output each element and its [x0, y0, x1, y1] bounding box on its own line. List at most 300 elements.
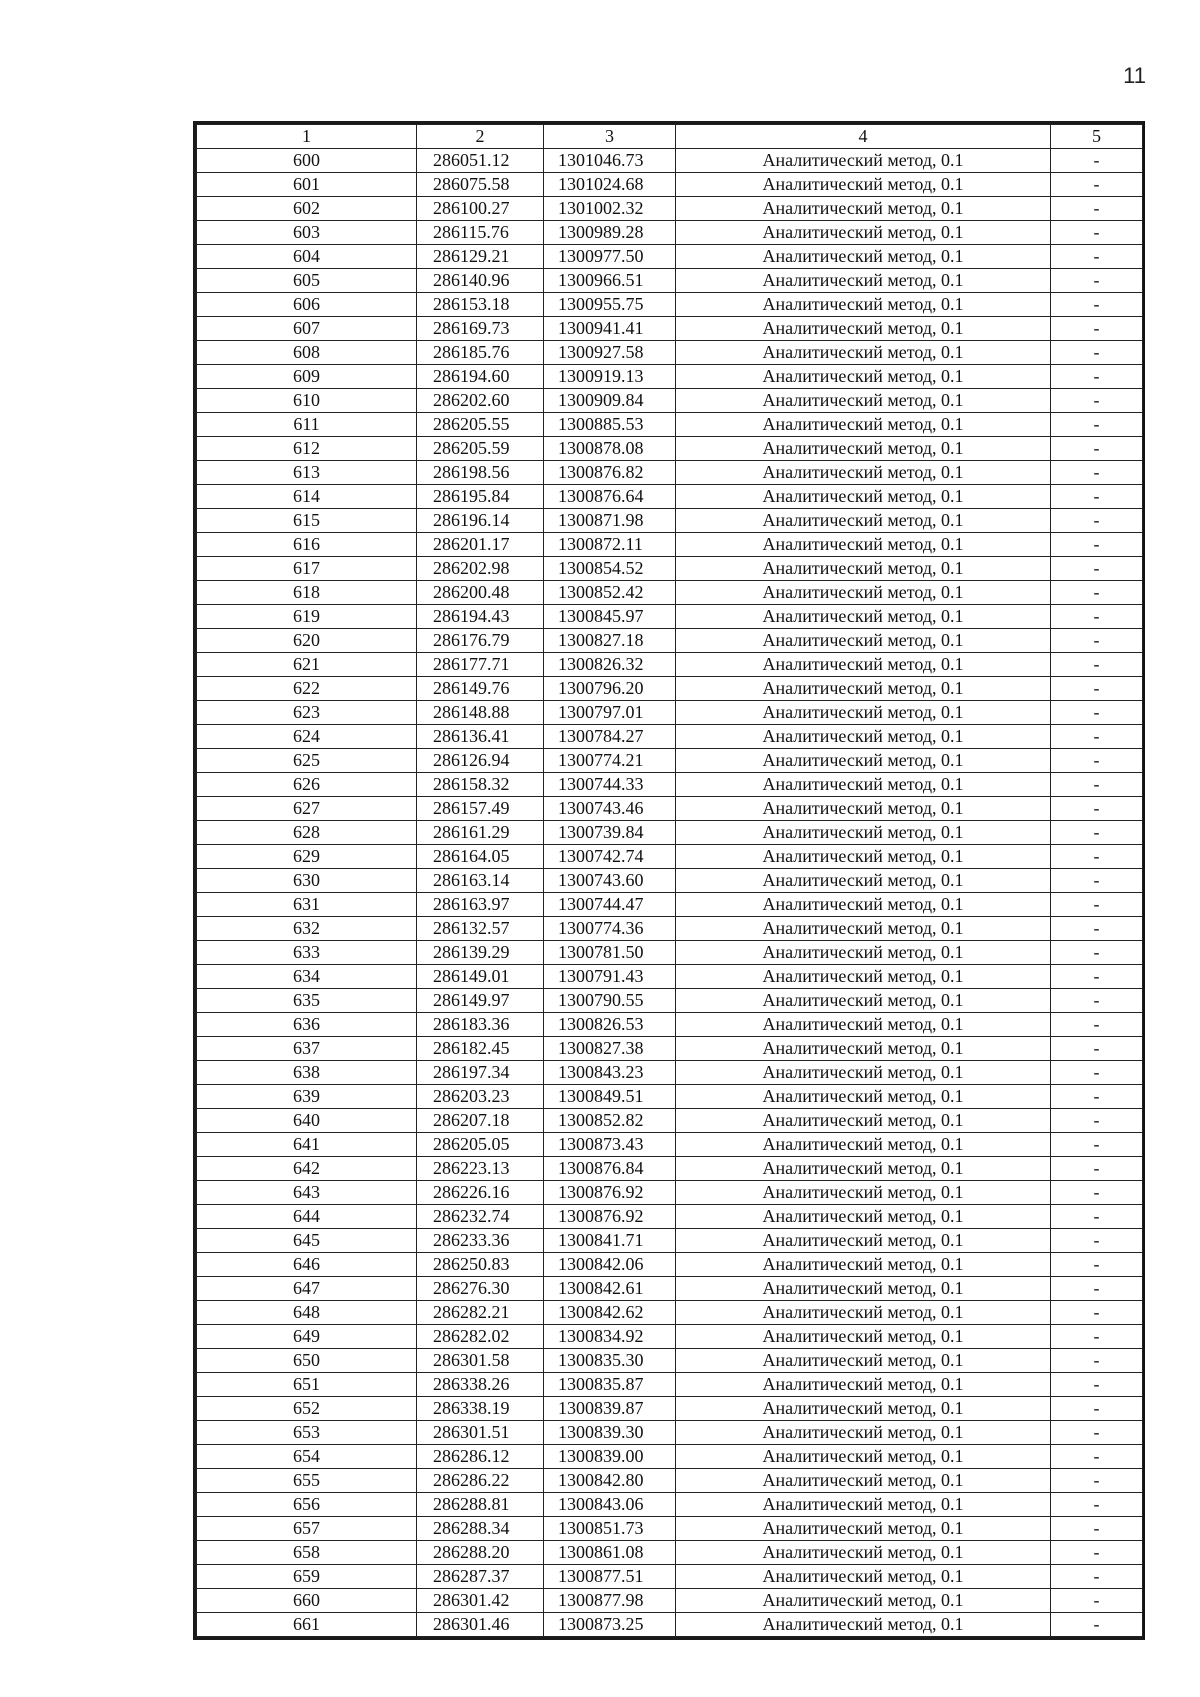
point-number-cell: 645: [197, 1229, 417, 1253]
table-row: [197, 653, 1143, 677]
table-row: [197, 509, 1143, 533]
x-coordinate-cell: 286153.18: [417, 293, 544, 317]
point-number-cell: 652: [197, 1397, 417, 1421]
x-coordinate-cell: 286226.16: [417, 1181, 544, 1205]
note-cell: -: [1051, 341, 1143, 365]
table-row: [197, 917, 1143, 941]
table-row: [197, 725, 1143, 749]
note-cell: -: [1051, 605, 1143, 629]
table-row: [197, 1613, 1143, 1637]
point-number-cell: 650: [197, 1349, 417, 1373]
method-cell: Аналитический метод, 0.1: [676, 653, 1051, 677]
note-cell: -: [1051, 221, 1143, 245]
x-coordinate-cell: 286286.12: [417, 1445, 544, 1469]
y-coordinate-cell: 1300885.53: [544, 413, 676, 437]
point-number-cell: 626: [197, 773, 417, 797]
header-cell-5: 5: [1051, 125, 1143, 149]
note-cell: -: [1051, 365, 1143, 389]
y-coordinate-cell: 1300774.36: [544, 917, 676, 941]
x-coordinate-cell: 286197.34: [417, 1061, 544, 1085]
method-cell: Аналитический метод, 0.1: [676, 221, 1051, 245]
point-number-cell: 604: [197, 245, 417, 269]
table-row: [197, 365, 1143, 389]
table-row: [197, 1229, 1143, 1253]
table-row: [197, 197, 1143, 221]
y-coordinate-cell: 1300835.87: [544, 1373, 676, 1397]
note-cell: -: [1051, 653, 1143, 677]
coordinates-table-container: [193, 121, 1145, 1640]
x-coordinate-cell: 286194.60: [417, 365, 544, 389]
table-row: [197, 1157, 1143, 1181]
header-cell-3: 3: [544, 125, 676, 149]
point-number-cell: 623: [197, 701, 417, 725]
table-row: [197, 749, 1143, 773]
table-row: [197, 341, 1143, 365]
note-cell: -: [1051, 1229, 1143, 1253]
method-cell: Аналитический метод, 0.1: [676, 845, 1051, 869]
table-row: [197, 557, 1143, 581]
method-cell: Аналитический метод, 0.1: [676, 725, 1051, 749]
method-cell: Аналитический метод, 0.1: [676, 1469, 1051, 1493]
method-cell: Аналитический метод, 0.1: [676, 389, 1051, 413]
x-coordinate-cell: 286149.01: [417, 965, 544, 989]
y-coordinate-cell: 1300989.28: [544, 221, 676, 245]
note-cell: -: [1051, 1181, 1143, 1205]
point-number-cell: 647: [197, 1277, 417, 1301]
method-cell: Аналитический метод, 0.1: [676, 1397, 1051, 1421]
method-cell: Аналитический метод, 0.1: [676, 989, 1051, 1013]
note-cell: -: [1051, 1061, 1143, 1085]
y-coordinate-cell: 1300871.98: [544, 509, 676, 533]
y-coordinate-cell: 1300826.53: [544, 1013, 676, 1037]
x-coordinate-cell: 286163.14: [417, 869, 544, 893]
y-coordinate-cell: 1300872.11: [544, 533, 676, 557]
note-cell: -: [1051, 893, 1143, 917]
point-number-cell: 661: [197, 1613, 417, 1637]
method-cell: Аналитический метод, 0.1: [676, 317, 1051, 341]
y-coordinate-cell: 1300955.75: [544, 293, 676, 317]
header-row: [197, 125, 1143, 149]
x-coordinate-cell: 286276.30: [417, 1277, 544, 1301]
note-cell: -: [1051, 1469, 1143, 1493]
x-coordinate-cell: 286233.36: [417, 1229, 544, 1253]
y-coordinate-cell: 1300796.20: [544, 677, 676, 701]
point-number-cell: 608: [197, 341, 417, 365]
method-cell: Аналитический метод, 0.1: [676, 533, 1051, 557]
point-number-cell: 600: [197, 149, 417, 173]
method-cell: Аналитический метод, 0.1: [676, 581, 1051, 605]
method-cell: Аналитический метод, 0.1: [676, 677, 1051, 701]
x-coordinate-cell: 286338.19: [417, 1397, 544, 1421]
table-row: [197, 1541, 1143, 1565]
x-coordinate-cell: 286158.32: [417, 773, 544, 797]
table-row: [197, 581, 1143, 605]
point-number-cell: 612: [197, 437, 417, 461]
method-cell: Аналитический метод, 0.1: [676, 1493, 1051, 1517]
x-coordinate-cell: 286140.96: [417, 269, 544, 293]
table-row: [197, 821, 1143, 845]
y-coordinate-cell: 1300852.42: [544, 581, 676, 605]
method-cell: Аналитический метод, 0.1: [676, 1421, 1051, 1445]
x-coordinate-cell: 286205.59: [417, 437, 544, 461]
point-number-cell: 642: [197, 1157, 417, 1181]
point-number-cell: 605: [197, 269, 417, 293]
point-number-cell: 646: [197, 1253, 417, 1277]
note-cell: -: [1051, 1493, 1143, 1517]
y-coordinate-cell: 1300834.92: [544, 1325, 676, 1349]
note-cell: -: [1051, 1397, 1143, 1421]
point-number-cell: 641: [197, 1133, 417, 1157]
x-coordinate-cell: 286232.74: [417, 1205, 544, 1229]
y-coordinate-cell: 1300743.60: [544, 869, 676, 893]
y-coordinate-cell: 1300839.30: [544, 1421, 676, 1445]
point-number-cell: 628: [197, 821, 417, 845]
table-row: [197, 485, 1143, 509]
x-coordinate-cell: 286301.51: [417, 1421, 544, 1445]
x-coordinate-cell: 286250.83: [417, 1253, 544, 1277]
note-cell: -: [1051, 1421, 1143, 1445]
x-coordinate-cell: 286288.34: [417, 1517, 544, 1541]
method-cell: Аналитический метод, 0.1: [676, 1037, 1051, 1061]
method-cell: Аналитический метод, 0.1: [676, 1589, 1051, 1613]
table-body: [197, 149, 1143, 1637]
table-row: [197, 605, 1143, 629]
y-coordinate-cell: 1301024.68: [544, 173, 676, 197]
table-row: [197, 845, 1143, 869]
x-coordinate-cell: 286164.05: [417, 845, 544, 869]
y-coordinate-cell: 1300845.97: [544, 605, 676, 629]
x-coordinate-cell: 286198.56: [417, 461, 544, 485]
x-coordinate-cell: 286288.20: [417, 1541, 544, 1565]
note-cell: -: [1051, 797, 1143, 821]
page-number: 11: [1123, 63, 1146, 88]
x-coordinate-cell: 286149.76: [417, 677, 544, 701]
point-number-cell: 619: [197, 605, 417, 629]
point-number-cell: 625: [197, 749, 417, 773]
point-number-cell: 651: [197, 1373, 417, 1397]
method-cell: Аналитический метод, 0.1: [676, 557, 1051, 581]
x-coordinate-cell: 286282.02: [417, 1325, 544, 1349]
table-row: [197, 629, 1143, 653]
note-cell: -: [1051, 173, 1143, 197]
point-number-cell: 634: [197, 965, 417, 989]
method-cell: Аналитический метод, 0.1: [676, 1373, 1051, 1397]
table-row: [197, 1445, 1143, 1469]
x-coordinate-cell: 286338.26: [417, 1373, 544, 1397]
header-cell-1: 1: [197, 125, 417, 149]
y-coordinate-cell: 1300876.92: [544, 1205, 676, 1229]
method-cell: Аналитический метод, 0.1: [676, 869, 1051, 893]
y-coordinate-cell: 1300827.18: [544, 629, 676, 653]
y-coordinate-cell: 1300876.64: [544, 485, 676, 509]
x-coordinate-cell: 286051.12: [417, 149, 544, 173]
table-row: [197, 1421, 1143, 1445]
method-cell: Аналитический метод, 0.1: [676, 701, 1051, 725]
table-row: [197, 989, 1143, 1013]
note-cell: -: [1051, 629, 1143, 653]
table-row: [197, 797, 1143, 821]
note-cell: -: [1051, 1349, 1143, 1373]
x-coordinate-cell: 286207.18: [417, 1109, 544, 1133]
table-row: [197, 1277, 1143, 1301]
x-coordinate-cell: 286136.41: [417, 725, 544, 749]
note-cell: -: [1051, 1325, 1143, 1349]
coordinates-table: [196, 124, 1143, 1637]
note-cell: -: [1051, 1589, 1143, 1613]
note-cell: -: [1051, 1277, 1143, 1301]
point-number-cell: 649: [197, 1325, 417, 1349]
y-coordinate-cell: 1300842.61: [544, 1277, 676, 1301]
x-coordinate-cell: 286139.29: [417, 941, 544, 965]
method-cell: Аналитический метод, 0.1: [676, 1517, 1051, 1541]
note-cell: -: [1051, 1445, 1143, 1469]
y-coordinate-cell: 1300841.71: [544, 1229, 676, 1253]
x-coordinate-cell: 286183.36: [417, 1013, 544, 1037]
x-coordinate-cell: 286194.43: [417, 605, 544, 629]
note-cell: -: [1051, 869, 1143, 893]
y-coordinate-cell: 1300797.01: [544, 701, 676, 725]
table-row: [197, 1565, 1143, 1589]
method-cell: Аналитический метод, 0.1: [676, 797, 1051, 821]
point-number-cell: 648: [197, 1301, 417, 1325]
x-coordinate-cell: 286200.48: [417, 581, 544, 605]
table-row: [197, 1109, 1143, 1133]
note-cell: -: [1051, 1133, 1143, 1157]
table-row: [197, 1253, 1143, 1277]
x-coordinate-cell: 286161.29: [417, 821, 544, 845]
table-row: [197, 1085, 1143, 1109]
method-cell: Аналитический метод, 0.1: [676, 917, 1051, 941]
note-cell: -: [1051, 581, 1143, 605]
point-number-cell: 611: [197, 413, 417, 437]
note-cell: -: [1051, 917, 1143, 941]
x-coordinate-cell: 286177.71: [417, 653, 544, 677]
method-cell: Аналитический метод, 0.1: [676, 1061, 1051, 1085]
note-cell: -: [1051, 533, 1143, 557]
y-coordinate-cell: 1300873.43: [544, 1133, 676, 1157]
method-cell: Аналитический метод, 0.1: [676, 245, 1051, 269]
x-coordinate-cell: 286301.58: [417, 1349, 544, 1373]
table-row: [197, 1061, 1143, 1085]
y-coordinate-cell: 1300843.23: [544, 1061, 676, 1085]
note-cell: -: [1051, 461, 1143, 485]
table-row: [197, 413, 1143, 437]
point-number-cell: 643: [197, 1181, 417, 1205]
point-number-cell: 621: [197, 653, 417, 677]
y-coordinate-cell: 1300919.13: [544, 365, 676, 389]
point-number-cell: 636: [197, 1013, 417, 1037]
y-coordinate-cell: 1300842.80: [544, 1469, 676, 1493]
note-cell: -: [1051, 557, 1143, 581]
x-coordinate-cell: 286182.45: [417, 1037, 544, 1061]
y-coordinate-cell: 1300876.92: [544, 1181, 676, 1205]
table-row: [197, 1205, 1143, 1229]
method-cell: Аналитический метод, 0.1: [676, 437, 1051, 461]
table-row: [197, 461, 1143, 485]
point-number-cell: 653: [197, 1421, 417, 1445]
point-number-cell: 632: [197, 917, 417, 941]
x-coordinate-cell: 286282.21: [417, 1301, 544, 1325]
point-number-cell: 609: [197, 365, 417, 389]
y-coordinate-cell: 1300854.52: [544, 557, 676, 581]
x-coordinate-cell: 286185.76: [417, 341, 544, 365]
note-cell: -: [1051, 1157, 1143, 1181]
x-coordinate-cell: 286157.49: [417, 797, 544, 821]
table-row: [197, 1037, 1143, 1061]
table-row: [197, 893, 1143, 917]
method-cell: Аналитический метод, 0.1: [676, 1277, 1051, 1301]
method-cell: Аналитический метод, 0.1: [676, 1301, 1051, 1325]
point-number-cell: 624: [197, 725, 417, 749]
method-cell: Аналитический метод, 0.1: [676, 509, 1051, 533]
note-cell: -: [1051, 1565, 1143, 1589]
note-cell: -: [1051, 989, 1143, 1013]
y-coordinate-cell: 1300842.06: [544, 1253, 676, 1277]
y-coordinate-cell: 1301002.32: [544, 197, 676, 221]
x-coordinate-cell: 286287.37: [417, 1565, 544, 1589]
x-coordinate-cell: 286223.13: [417, 1157, 544, 1181]
note-cell: -: [1051, 437, 1143, 461]
y-coordinate-cell: 1300876.82: [544, 461, 676, 485]
method-cell: Аналитический метод, 0.1: [676, 341, 1051, 365]
x-coordinate-cell: 286201.17: [417, 533, 544, 557]
y-coordinate-cell: 1300877.98: [544, 1589, 676, 1613]
point-number-cell: 640: [197, 1109, 417, 1133]
table-row: [197, 173, 1143, 197]
table-row: [197, 1469, 1143, 1493]
y-coordinate-cell: 1300878.08: [544, 437, 676, 461]
y-coordinate-cell: 1300743.46: [544, 797, 676, 821]
point-number-cell: 601: [197, 173, 417, 197]
y-coordinate-cell: 1300826.32: [544, 653, 676, 677]
x-coordinate-cell: 286202.98: [417, 557, 544, 581]
table-row: [197, 869, 1143, 893]
method-cell: Аналитический метод, 0.1: [676, 1085, 1051, 1109]
note-cell: -: [1051, 1373, 1143, 1397]
point-number-cell: 639: [197, 1085, 417, 1109]
x-coordinate-cell: 286195.84: [417, 485, 544, 509]
y-coordinate-cell: 1300839.00: [544, 1445, 676, 1469]
note-cell: -: [1051, 245, 1143, 269]
note-cell: -: [1051, 941, 1143, 965]
y-coordinate-cell: 1300852.82: [544, 1109, 676, 1133]
method-cell: Аналитический метод, 0.1: [676, 1541, 1051, 1565]
method-cell: Аналитический метод, 0.1: [676, 197, 1051, 221]
note-cell: -: [1051, 1037, 1143, 1061]
method-cell: Аналитический метод, 0.1: [676, 773, 1051, 797]
method-cell: Аналитический метод, 0.1: [676, 893, 1051, 917]
x-coordinate-cell: 286286.22: [417, 1469, 544, 1493]
y-coordinate-cell: 1300977.50: [544, 245, 676, 269]
point-number-cell: 659: [197, 1565, 417, 1589]
point-number-cell: 657: [197, 1517, 417, 1541]
x-coordinate-cell: 286149.97: [417, 989, 544, 1013]
method-cell: Аналитический метод, 0.1: [676, 941, 1051, 965]
point-number-cell: 613: [197, 461, 417, 485]
y-coordinate-cell: 1300742.74: [544, 845, 676, 869]
note-cell: -: [1051, 269, 1143, 293]
table-row: [197, 677, 1143, 701]
point-number-cell: 614: [197, 485, 417, 509]
note-cell: -: [1051, 413, 1143, 437]
method-cell: Аналитический метод, 0.1: [676, 629, 1051, 653]
method-cell: Аналитический метод, 0.1: [676, 1325, 1051, 1349]
method-cell: Аналитический метод, 0.1: [676, 173, 1051, 197]
table-row: [197, 1349, 1143, 1373]
x-coordinate-cell: 286196.14: [417, 509, 544, 533]
method-cell: Аналитический метод, 0.1: [676, 1445, 1051, 1469]
table-row: [197, 773, 1143, 797]
method-cell: Аналитический метод, 0.1: [676, 749, 1051, 773]
table-row: [197, 317, 1143, 341]
point-number-cell: 637: [197, 1037, 417, 1061]
point-number-cell: 617: [197, 557, 417, 581]
table-header: [197, 125, 1143, 149]
table-row: [197, 437, 1143, 461]
point-number-cell: 622: [197, 677, 417, 701]
method-cell: Аналитический метод, 0.1: [676, 821, 1051, 845]
table-row: [197, 1493, 1143, 1517]
header-cell-4: 4: [676, 125, 1051, 149]
note-cell: -: [1051, 845, 1143, 869]
method-cell: Аналитический метод, 0.1: [676, 1157, 1051, 1181]
method-cell: Аналитический метод, 0.1: [676, 413, 1051, 437]
y-coordinate-cell: 1300861.08: [544, 1541, 676, 1565]
y-coordinate-cell: 1300835.30: [544, 1349, 676, 1373]
method-cell: Аналитический метод, 0.1: [676, 461, 1051, 485]
x-coordinate-cell: 286163.97: [417, 893, 544, 917]
note-cell: -: [1051, 1085, 1143, 1109]
note-cell: -: [1051, 749, 1143, 773]
method-cell: Аналитический метод, 0.1: [676, 1109, 1051, 1133]
note-cell: -: [1051, 1541, 1143, 1565]
note-cell: -: [1051, 317, 1143, 341]
point-number-cell: 620: [197, 629, 417, 653]
table-row: [197, 1325, 1143, 1349]
table-row: [197, 389, 1143, 413]
method-cell: Аналитический метод, 0.1: [676, 1013, 1051, 1037]
point-number-cell: 610: [197, 389, 417, 413]
y-coordinate-cell: 1300843.06: [544, 1493, 676, 1517]
y-coordinate-cell: 1300873.25: [544, 1613, 676, 1637]
note-cell: -: [1051, 149, 1143, 173]
y-coordinate-cell: 1300849.51: [544, 1085, 676, 1109]
y-coordinate-cell: 1300839.87: [544, 1397, 676, 1421]
x-coordinate-cell: 286205.05: [417, 1133, 544, 1157]
y-coordinate-cell: 1300784.27: [544, 725, 676, 749]
note-cell: -: [1051, 725, 1143, 749]
note-cell: -: [1051, 293, 1143, 317]
table-row: [197, 221, 1143, 245]
method-cell: Аналитический метод, 0.1: [676, 365, 1051, 389]
x-coordinate-cell: 286203.23: [417, 1085, 544, 1109]
table-row: [197, 293, 1143, 317]
y-coordinate-cell: 1300876.84: [544, 1157, 676, 1181]
note-cell: -: [1051, 1205, 1143, 1229]
point-number-cell: 644: [197, 1205, 417, 1229]
table-row: [197, 1181, 1143, 1205]
note-cell: -: [1051, 1253, 1143, 1277]
x-coordinate-cell: 286202.60: [417, 389, 544, 413]
method-cell: Аналитический метод, 0.1: [676, 1253, 1051, 1277]
x-coordinate-cell: 286129.21: [417, 245, 544, 269]
point-number-cell: 635: [197, 989, 417, 1013]
x-coordinate-cell: 286132.57: [417, 917, 544, 941]
y-coordinate-cell: 1300927.58: [544, 341, 676, 365]
y-coordinate-cell: 1300941.41: [544, 317, 676, 341]
point-number-cell: 615: [197, 509, 417, 533]
x-coordinate-cell: 286176.79: [417, 629, 544, 653]
